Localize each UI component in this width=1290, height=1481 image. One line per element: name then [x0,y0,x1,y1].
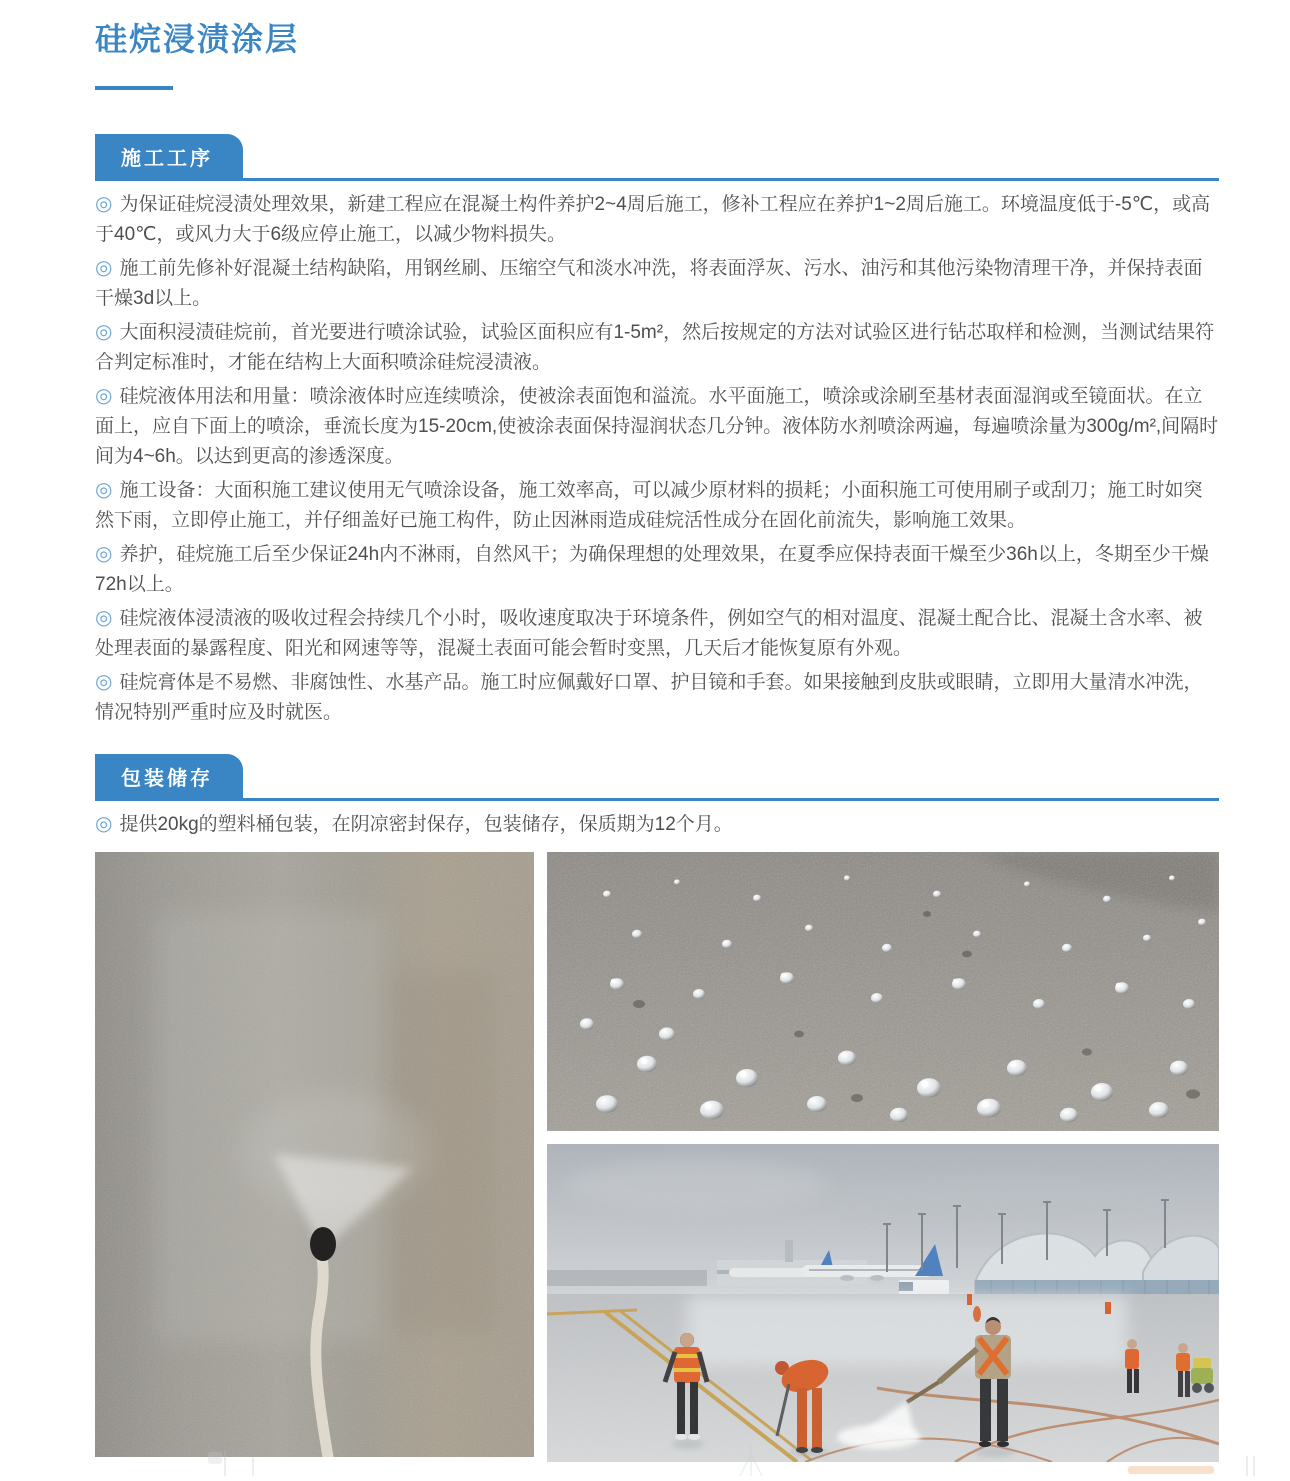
bullet-item [95,381,1219,472]
bullet-text: 施工设备：大面积施工建议使用无气喷涂设备，施工效率高，可以减少原材料的损耗；小面积施工可使用刷子或刮刀；施工时如突然下雨，立即停止施工，并仔细盖好已施工构件，防止因淋雨造成硅烷活性成分在固化前流失，影响施工效果。 [95,480,1203,531]
spray-wall-graphic [95,852,534,1457]
gallery-right-column [547,852,1219,1462]
photo-water-beading-on-concrete [547,852,1219,1131]
bullet-text: 养护，硅烷施工后至少保证24h内不淋雨，自然风干；为确保理想的处理效果，在夏季应保持表面干燥至少36h以上，冬期至少干燥72h以上。 [95,544,1209,595]
photo-gallery [95,852,1219,1462]
bullet-marker-icon: ◎ [95,257,113,279]
bullet-text: 施工前先修补好混凝土结构缺陷，用钢丝刷、压缩空气和淡水冲洗，将表面浮灰、污水、油污和其他污染物清理干净，并保持表面干燥3d以上。 [95,258,1203,309]
bullet-marker-icon: ◎ [95,607,113,629]
footer-faint-mark [208,1452,222,1464]
footer-faint-mark [1246,1456,1248,1476]
bullet-item [95,475,1219,536]
bullet-item [95,539,1219,600]
section-packaging-storage [95,754,1219,840]
section-construction-procedure [95,134,1219,728]
page-content [95,0,1219,1462]
footer-faint-orange-mark [1128,1466,1214,1474]
water-beads-graphic [547,852,1219,1131]
bullet-marker-icon: ◎ [95,543,113,565]
bullet-marker-icon: ◎ [95,813,113,835]
section-header [95,134,1219,181]
page-title: 硅烷浸渍涂层 [95,21,300,57]
bullet-marker-icon: ◎ [95,193,113,215]
title-underline [95,86,173,90]
footer-faint-mark [252,1458,254,1476]
section-header [95,754,1219,801]
bullet-item [95,189,1219,250]
section-badge: 施工工序 [95,134,243,178]
bullet-item [95,667,1219,728]
bullet-text: 硅烷膏体是不易燃、非腐蚀性、水基产品。施工时应佩戴好口罩、护目镜和手套。如果接触到皮肤或眼睛，立即用大量清水冲洗，情况特别严重时应及时就医。 [95,672,1203,723]
spray-nozzle [310,1227,336,1261]
footer-faint-mark [1253,1456,1255,1476]
bullet-text: 硅烷液体浸渍液的吸收过程会持续几个小时，吸收速度取决于环境条件，例如空气的相对温度、混凝土配合比、混凝土含水率、被处理表面的暴露程度、阳光和网速等等，混凝土表面可能会暂时变黑，几天后才能恢复原有外观。 [95,608,1203,659]
footer-faint-tower-mark [736,1444,766,1476]
bullet-text: 提供20kg的塑料桶包装，在阴凉密封保存，包装储存，保质期为12个月。 [119,814,733,835]
airport-scene-graphic [547,1144,1219,1462]
section-badge: 包装储存 [95,754,243,798]
bullet-list-packaging [95,809,1219,840]
bullet-marker-icon: ◎ [95,671,113,693]
bullet-marker-icon: ◎ [95,479,113,501]
bullet-marker-icon: ◎ [95,385,113,407]
footer-faint-mark [224,1450,226,1476]
bullet-marker-icon: ◎ [95,321,113,343]
bullet-text: 硅烷液体用法和用量：喷涂液体时应连续喷涂，使被涂表面饱和溢流。水平面施工，喷涂或涂刷至基材表面湿润或至镜面状。在立面上，应自下面上的喷涂，垂流长度为15-20cm,使被涂表面保持湿润状态几分钟。液体防水剂喷涂两遍，每遍喷涂量为300g/m²,间隔时间为4~6h。以达到更高的渗透深度。 [95,386,1219,467]
bullet-list-construction [95,189,1219,728]
photo-workers-spraying-airport-apron [547,1144,1219,1462]
photo-silane-spray-on-concrete-wall [95,852,534,1462]
bullet-item [95,603,1219,664]
bullet-text: 大面积浸渍硅烷前，首光要进行喷涂试验，试验区面积应有1-5m²，然后按规定的方法对试验区进行钻芯取样和检测，当测试结果符合判定标准时，才能在结构上大面积喷涂硅烷浸渍液。 [95,322,1215,373]
bullet-item [95,253,1219,314]
bullet-text: 为保证硅烷浸渍处理效果，新建工程应在混凝土构件养护2~4周后施工，修补工程应在养护1~2周后施工。环境温度低于-5℃，或高于40℃，或风力大于6级应停止施工，以减少物料损失。 [95,194,1211,245]
bullet-item [95,317,1219,378]
bullet-item [95,809,1219,840]
